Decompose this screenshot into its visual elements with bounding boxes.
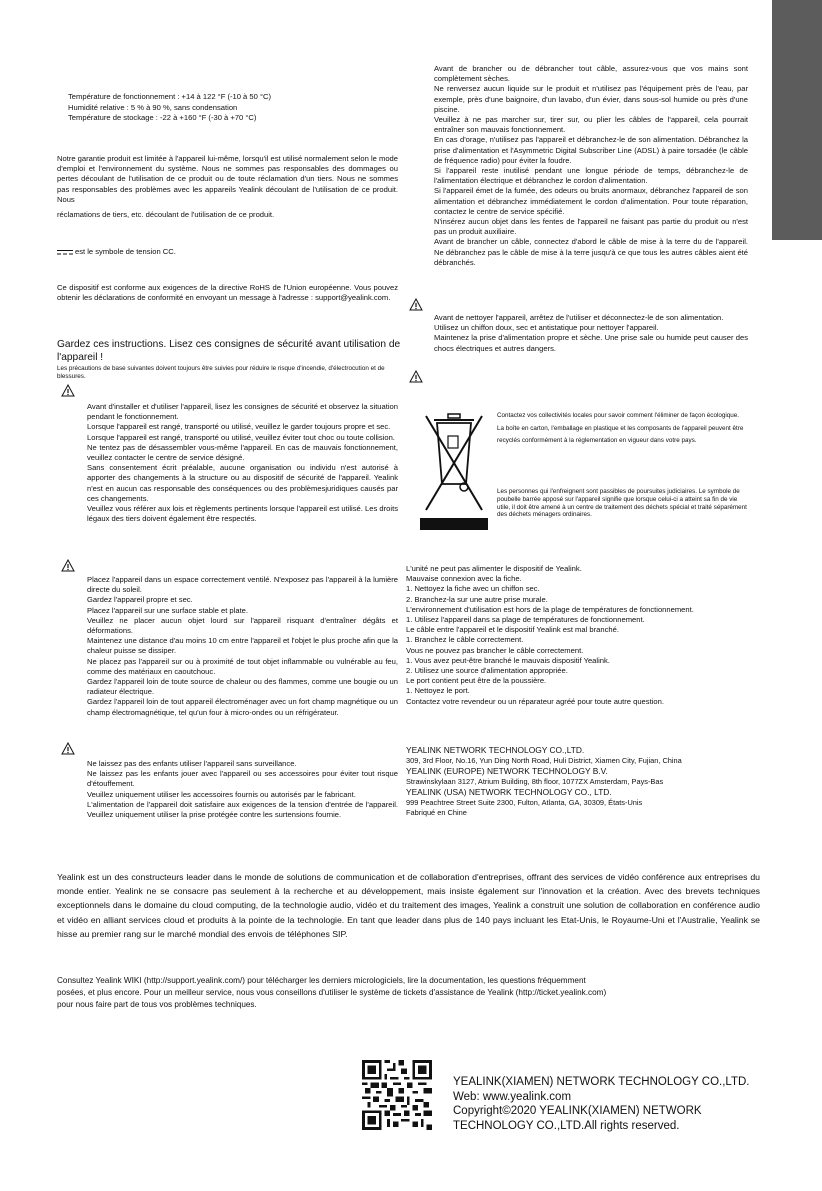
right-safety-block-1 (434, 64, 748, 268)
safety-item: Sans consentement écrit préalable, aucune organisation ou individu n'est autorisé à apporter des changements à la structure ou au dispositif de sécurité de l'appareil. Yealink n'est en aucun cas responsable des conséquences ou des problèmesjuridiques causés par ces changements. (87, 463, 398, 503)
company-name: YEALINK NETWORK TECHNOLOGY CO.,LTD. (406, 745, 585, 755)
dc-voltage-icon (57, 249, 73, 256)
trouble-line: 1. Nettoyez le port. (406, 686, 470, 696)
warning-icon (61, 559, 75, 572)
trouble-line: Mauvaise connexion avec la fiche. (406, 574, 522, 584)
trouble-line: L'environnement d'utilisation est hors de la plage de températures de fonctionnement. (406, 604, 694, 614)
trouble-line: Le câble entre l'appareil et le dispositif Yealink est mal branché. (406, 625, 619, 635)
side-tab (772, 0, 822, 240)
safety-item: Maintenez la prise d'alimentation propre et sèche. Une prise sale ou humide peut causer des chocs électriques et autres dangers. (434, 333, 748, 353)
safety-item: Utilisez un chiffon doux, sec et antistatique pour nettoyer l'appareil. (434, 323, 659, 333)
trouble-line: 2. Utilisez une source d'alimentation appropriée. (406, 666, 568, 676)
dc-symbol-text: est le symbole de tension CC. (75, 247, 176, 256)
company-address: 309, 3rd Floor, No.16, Yun Ding North Road, Huli District, Xiamen City, Fujian, China (406, 756, 682, 765)
trouble-line: Le port contient peut être de la poussière. (406, 676, 547, 686)
wiki-line: Consultez Yealink WIKI (http://support.yealink.com/) pour télécharger les derniers micrologiciels, lire la documentation, les questions fréquemment (57, 976, 586, 985)
safety-item: Maintenez une distance d'au moins 10 cm entre l'appareil et l'objet le plus proche afin que la chaleur puisse se dissiper. (87, 636, 398, 656)
trouble-line: 1. Nettoyez la fiche avec un chiffon sec. (406, 584, 540, 594)
env-operating-temp: Température de fonctionnement : +14 à 122 °F (-10 à 50 °C) (68, 92, 271, 101)
safety-item: Veuillez uniquement utiliser les accessoires fournis ou autorisés par le fabricant. (87, 789, 356, 799)
trouble-line: Contactez votre revendeur ou un réparateur agréé pour toute autre question. (406, 696, 664, 706)
wiki-line: pour nous faire part de tous vos problèmes techniques. (57, 1000, 257, 1009)
rohs-text: Ce dispositif est conforme aux exigences de la directive RoHS de l'Union européenne. Vous pouvez obtenir les déclarations de conformité en envoyant un message à l'adresse : support@yealink.com. (57, 283, 398, 303)
safety-item: Placez l'appareil dans un espace correctement ventilé. N'exposez pas l'appareil à la lumière directe du soleil. (87, 575, 398, 595)
warning-icon (61, 742, 75, 755)
footer-company: YEALINK(XIAMEN) NETWORK TECHNOLOGY CO.,LTD. (453, 1076, 750, 1088)
trouble-line: 1. Utilisez l'appareil dans sa plage de températures de fonctionnement. (406, 615, 645, 625)
troubleshooting (406, 564, 750, 707)
safety-item: N'insérez aucun objet dans les fentes de l'appareil ne faisant pas partie du produit ou n'est pas un produit auxiliaire. (434, 217, 748, 237)
safety-item: Si l'appareil reste inutilisé pendant une longue période de temps, débranchez-le de l'alimentation électrique et débranchez le cordon d'alimentation. (434, 166, 748, 186)
safety-item: En cas d'orage, n'utilisez pas l'appareil et débranchez-le de son alimentation. Débranchez la prise d'alimentation et l'Asymmetric Digital Subscriber Line (ADSL) à paire torsadée (le câble de fréquence radio) pour éviter la foudre. (434, 135, 748, 165)
safety-item: Avant de brancher un câble, connectez d'abord le câble de mise à la terre du de l'appareil. Ne débranchez pas le câble de mise à la terre jusqu'à ce que tous les autres câbles aient été débranchés. (434, 237, 748, 267)
warranty-text: Notre garantie produit est limitée à l'appareil lui-même, lorsqu'il est utilisé normalement selon le mode d'emploi et l'environnement du système. Nous ne sommes pas responsables des dommages ou pertes découlant de l'utilisation de ce produit ou de toute réclamation d'un tiers. Nous ne sommes pas responsables des problèmes avec les appareils Yealink découlant de l'utilisation de ce produit. Nous (57, 154, 398, 204)
safety-item: Avant d'installer et d'utiliser l'appareil, lisez les consignes de sécurité et observez la situation pendant le fonctionnement. (87, 402, 398, 422)
safety-item: Ne placez pas l'appareil sur ou à proximité de tout objet inflammable ou vulnérable au feu, comme des matériaux en caoutchouc. (87, 656, 398, 676)
trouble-line: 1. Vous avez peut-être branché le mauvais dispositif Yealink. (406, 655, 610, 665)
safety-title: Gardez ces instructions. Lisez ces consignes de sécurité avant utilisation de l'appareil ! (57, 339, 401, 363)
trouble-line: 2. Branchez-la sur une autre prise murale. (406, 594, 548, 604)
safety-intro: Les précautions de base suivantes doivent toujours être suivies pour réduire le risque d'incendie, d'électrocution et de blessures. (57, 365, 385, 381)
about-yealink: Yealink est un des constructeurs leader dans le monde de solutions de communication et de collaboration d'entreprises, offrant des services de vidéo conférence aux entreprises du monde entier. Yealink ne se consacre pas seulement à la recherche et au développement, mais insiste également sur l'innovation et la création. Avec des brevets techniques exceptionnels dans le domaine du cloud computing, de la technologie audio, vidéo et du traitement des images, Yealink a construit une solution de collaboration en conférence audio et vidéo en alliant services cloud et produits à la pointe de la technologie. En tant que leader dans plus de 140 pays incluant les Etat-Unis, le Royaume-Uni et l'Australie, Yealink se hisse au premier rang sur le marché mondial des envois de téléphones SIP. (57, 872, 760, 939)
safety-item: Placez l'appareil sur une surface stable et plate. (87, 605, 249, 615)
safety-item: Lorsque l'appareil est rangé, transporté ou utilisé, veuillez éviter tout choc ou toute collision. (87, 432, 395, 442)
safety-item: Lorsque l'appareil est rangé, transporté ou utilisé, veuillez le garder toujours propre et sec. (87, 422, 391, 432)
safety-item: Veuillez ne placer aucun objet lourd sur l'appareil risquant d'entraîner dégâts et déformations. (87, 615, 398, 636)
warning-icon (409, 298, 423, 311)
wiki-info (57, 975, 767, 1011)
safety-item: L'alimentation de l'appareil doit satisfaire aux exigences de la tension d'entrée de l'appareil. Veuillez uniquement utiliser la prise protégée contre les surtensions fournie. (87, 799, 398, 820)
safety-item: Ne laissez pas des enfants utiliser l'appareil sans surveillance. (87, 759, 297, 768)
safety-item: Ne renversez aucun liquide sur le produit et n'utilisez pas l'équipement près de l'eau, par exemple, près d'une baignoire, d'un lavabo, d'un évier, dans sous-sol humide ou près d'une piscine. (434, 84, 748, 114)
warning-icon (61, 384, 75, 397)
wiki-line: posées, et plus encore. Pour un meilleur service, nous vous conseillons d'utiliser le système de tickets d'assistance de Yealink (http://ticket.yealink.com) (57, 988, 607, 997)
dc-symbol-note (57, 247, 398, 258)
footer-copyright: TECHNOLOGY CO.,LTD.All rights reserved. (453, 1119, 680, 1132)
company-addresses (406, 742, 756, 818)
safety-item: Ne tentez pas de désassembler vous-même l'appareil. En cas de mauvais fonctionnement, veuillez contacter le centre de service désigné. (87, 442, 398, 463)
warranty-continued: réclamations de tiers, etc. découlant de l'utilisation de ce produit. (57, 210, 275, 219)
safety-item: Gardez l'appareil propre et sec. (87, 595, 193, 605)
safety-item: Veuillez à ne pas marcher sur, tirer sur, ou plier les câbles de l'appareil, cela pourrait entraîner son mauvais fonctionnement. (434, 115, 748, 135)
footer-info (453, 1075, 773, 1133)
company-name: YEALINK (EUROPE) NETWORK TECHNOLOGY B.V. (406, 766, 608, 776)
env-humidity: Humidité relative : 5 % à 90 %, sans condensation (68, 102, 238, 112)
company-address: 999 Peachtree Street Suite 2300, Fulton, Atlanta, GA, 30309, États-Unis (406, 798, 643, 807)
safety-block-1 (87, 402, 398, 524)
safety-item: Gardez l'appareil loin de tout appareil électroménager avec un fort champ magnétique ou un champ électromagnétique, tel qu'un four à micro-ondes ou un réfrigérateur. (87, 697, 398, 717)
right-safety-block-2 (434, 313, 748, 354)
weee-text-1: Contactez vos collectivités locales pour savoir comment l'éliminer de façon écologique. La boîte en carton, l'emballage en plastique et les composants de l'appareil peuvent être recyclés conformément à la réglementation en vigueur dans votre pays. (497, 412, 744, 445)
weee-text-2: Les personnes qui l'enfreignent sont passibles de poursuites judiciaires. Le symbole de poubelle barrée apposé sur l'appareil signifie que lorsque celui-ci a atteint sa fin de vie utile, il doit être amené à un centre de traitement des déchets spécial et traité séparément des déchets ménagers ordinaires. (497, 488, 747, 519)
safety-item: Veuillez vous référer aux lois et règlements pertinents lorsque l'appareil est utilisé. Les droits légaux des tiers doivent également être respectés. (87, 504, 398, 524)
safety-item: Si l'appareil émet de la fumée, des odeurs ou bruits anormaux, débranchez l'appareil de son alimentation et débranchez immédiatement le cordon d'alimentation. Pour toute réparation, contactez le centre de service spécifié. (434, 186, 748, 216)
safety-block-3 (87, 759, 398, 820)
env-storage-temp: Température de stockage : -22 à +160 °F (-30 à +70 °C) (68, 113, 257, 122)
safety-block-2 (87, 575, 398, 718)
trouble-line: Vous ne pouvez pas brancher le câble correctement. (406, 645, 584, 655)
crossed-bin-icon (418, 408, 490, 532)
footer-web[interactable]: Web: www.yealink.com (453, 1090, 572, 1103)
made-in: Fabriqué en Chine (406, 808, 467, 817)
safety-item: Ne laissez pas les enfants jouer avec l'appareil ou ses accessoires pour éviter tout risque d'étouffement. (87, 769, 398, 789)
trouble-line: L'unité ne peut pas alimenter le dispositif de Yealink. (406, 564, 582, 573)
safety-item: Gardez l'appareil loin de toute source de chaleur ou des flammes, comme une bougie ou un radiateur électrique. (87, 677, 398, 697)
safety-item: Avant de brancher ou de débrancher tout câble, assurez-vous que vos mains sont complètement sèches. (434, 64, 748, 84)
company-name: YEALINK (USA) NETWORK TECHNOLOGY CO., LTD. (406, 787, 612, 797)
warning-icon (409, 370, 423, 383)
trouble-line: 1. Branchez le câble correctement. (406, 635, 524, 645)
qr-code[interactable] (362, 1060, 432, 1130)
footer-copyright: Copyright©2020 YEALINK(XIAMEN) NETWORK (453, 1105, 702, 1117)
company-address: Strawinskylaan 3127, Atrium Building, 8th floor, 1077ZX Amsterdam, Pays-Bas (406, 777, 664, 786)
environment-specs (68, 92, 398, 124)
safety-item: Avant de nettoyer l'appareil, arrêtez de l'utiliser et déconnectez-le de son alimentation. (434, 313, 724, 322)
